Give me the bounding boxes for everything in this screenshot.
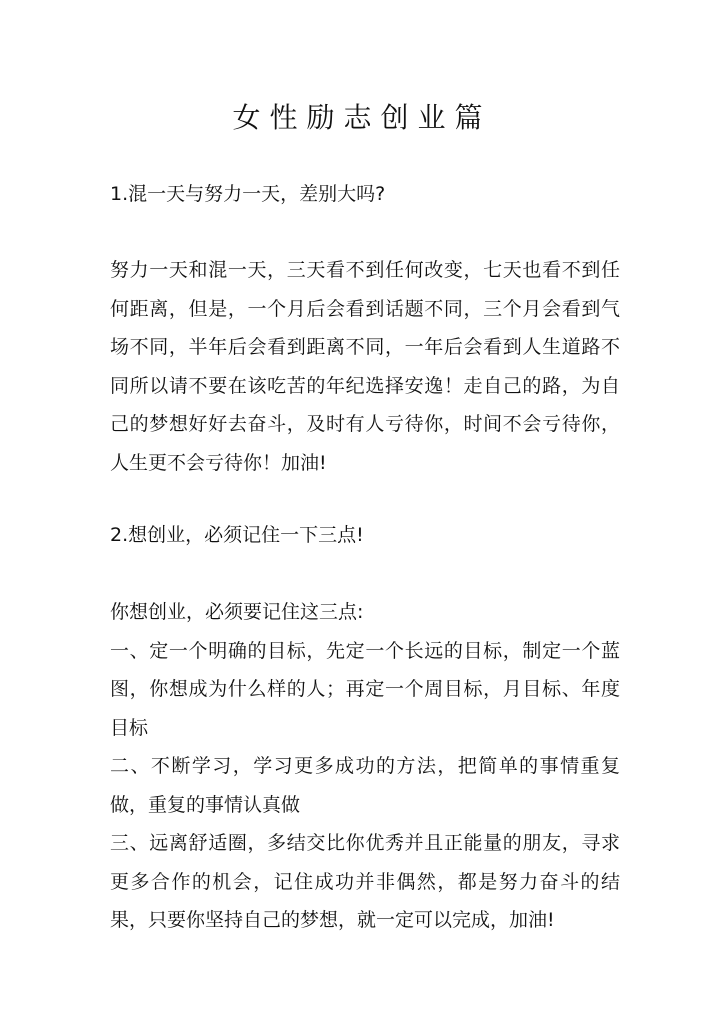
list-item-2: 二、不断学习，学习更多成功的方法，把简单的事情重复做，重复的事情认真做: [110, 755, 620, 816]
list-item-3: 三、远离舒适圈，多结交比你优秀并且正能量的朋友，寻求更多合作的机会，记住成功并非偶然，都是努力奋斗的结果，只要你坚持自己的梦想，就一定可以完成，加油!: [110, 832, 620, 931]
section-2-body: [110, 593, 620, 940]
document-title: 女性励志创业篇: [232, 101, 492, 134]
section-2-intro: 你想创业，必须要记住这三点:: [110, 601, 364, 623]
section-1-heading: 1.混一天与努力一天，差别大吗?: [110, 183, 386, 205]
section-2-heading: 2.想创业，必须记住一下三点!: [110, 524, 364, 546]
list-item-1: 一、定一个明确的目标，先定一个长远的目标，制定一个蓝图，你想成为什么样的人；再定一个周目标，月目标、年度目标: [110, 639, 620, 739]
section-1-paragraph: 努力一天和混一天，三天看不到任何改变，七天也看不到任何距离，但是，一个月后会看到话题不同，三个月会看到气场不同，半年后会看到距离不同，一年后会看到人生道路不同所以请不要在该吃苦的年纪选择安逸！走自己的路，为自己的梦想好好去奋斗，及时有人亏待你，时间不会亏待你，人生更不会亏待你！加油!: [110, 259, 620, 474]
